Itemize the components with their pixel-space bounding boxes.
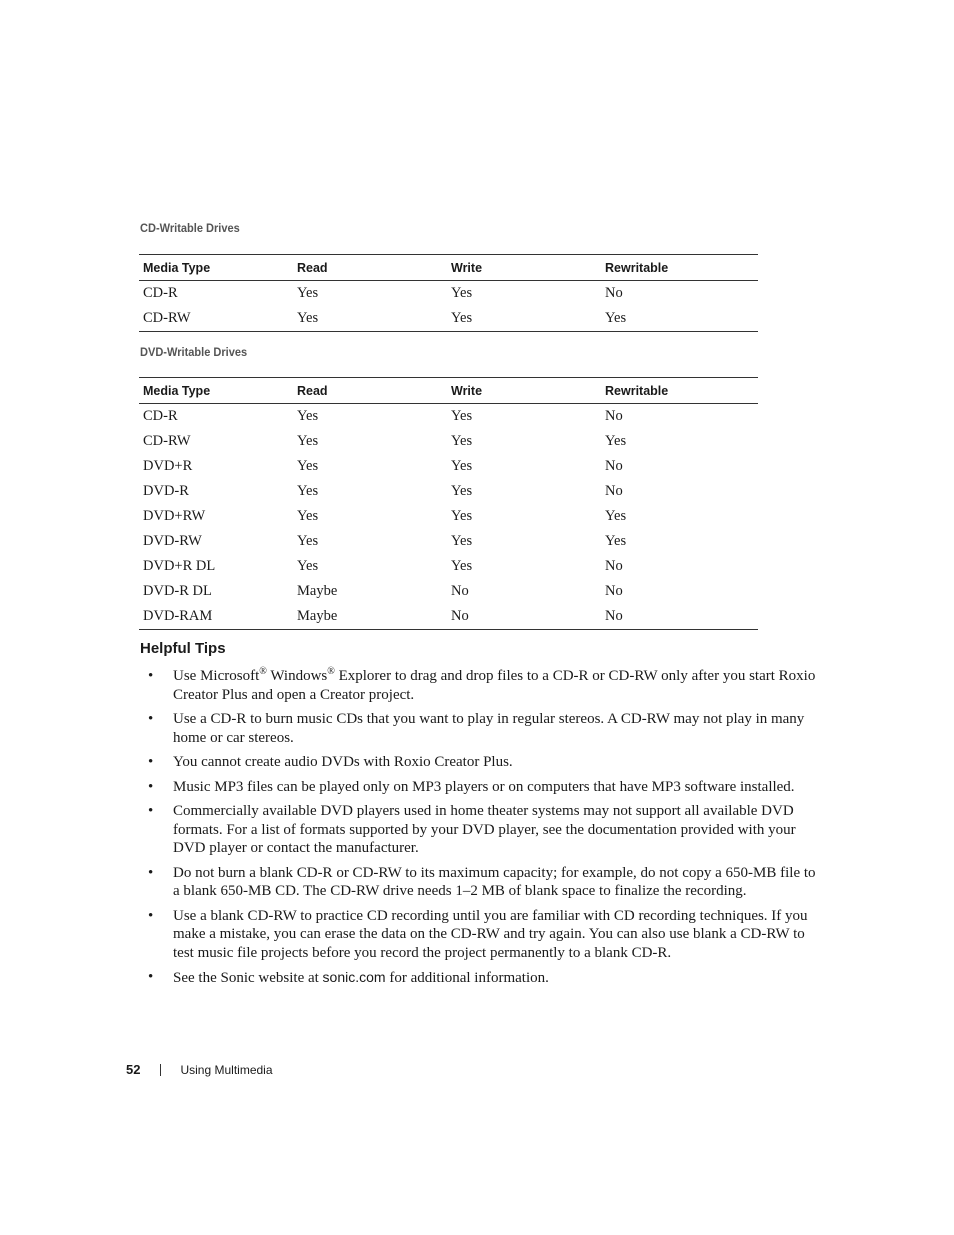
table-cell: Yes: [451, 433, 473, 449]
table-cell: Yes: [451, 558, 473, 574]
registered-mark: ®: [259, 666, 267, 677]
list-item: [140, 710, 820, 747]
bullet-icon: •: [148, 711, 154, 727]
table-cell: DVD-RW: [143, 533, 202, 549]
table-row: [139, 479, 758, 504]
column-header: Read: [293, 255, 447, 281]
list-item: [140, 968, 820, 988]
column-header: Rewritable: [601, 378, 758, 404]
table-cell: Yes: [451, 408, 473, 424]
table-row: [139, 529, 758, 554]
tip-text: Do not burn a blank CD-R or CD-RW to its maximum capacity; for example, do not copy a 650-MB file to a blank 650-MB CD. The CD-RW drive needs 1–2 MB of blank space to finalize the recording.: [173, 864, 816, 899]
table-cell: No: [605, 558, 623, 574]
table-cell: No: [605, 458, 623, 474]
table-cell: Yes: [297, 558, 319, 574]
table-row: [139, 579, 758, 604]
table-cell: Yes: [605, 433, 627, 449]
table-row: [139, 404, 758, 430]
bullet-icon: •: [148, 907, 154, 924]
table-cell: Yes: [451, 285, 473, 301]
table-cell: DVD-R DL: [143, 583, 212, 599]
registered-mark: ®: [327, 666, 335, 677]
tip-text: Use a blank CD-RW to practice CD recording until you are familiar with CD recording techniques. If you make a mistake, you can erase the data on the CD-RW and try again. You can also use blank a CD-RW to test music file projects before you record the project permanently to a blank CD-R.: [173, 907, 808, 961]
table-cell: Yes: [293, 306, 447, 332]
table-cell: Yes: [297, 483, 319, 499]
table-cell: Maybe: [293, 604, 447, 630]
list-item: [140, 802, 820, 858]
table-cell: Yes: [297, 508, 319, 524]
tip-text: Music MP3 files can be played only on MP3 players or on computers that have MP3 software installed.: [173, 778, 795, 795]
tip-text: Explorer to drag and drop files to a CD-R or CD-RW only after you start Roxio Creator Plus and open a Creator project.: [173, 668, 816, 703]
table-cell: Yes: [297, 408, 319, 424]
table-header-row: [139, 378, 758, 404]
table-cell: Yes: [297, 285, 319, 301]
table-cell: No: [447, 604, 601, 630]
table-row: [139, 429, 758, 454]
table-cell: No: [605, 408, 623, 424]
bullet-icon: •: [148, 668, 154, 684]
table-cell: DVD-R: [143, 483, 189, 499]
table-cell: DVD-RAM: [139, 604, 293, 630]
column-header: Write: [447, 378, 601, 404]
table-cell: Yes: [601, 306, 758, 332]
list-item: [140, 753, 820, 772]
table-cell: Yes: [451, 508, 473, 524]
tip-text: See the Sonic website at: [173, 970, 323, 986]
table-cell: DVD+R: [143, 458, 193, 474]
table-cell: Yes: [297, 533, 319, 549]
table-cell: Maybe: [297, 583, 338, 599]
list-item: [140, 907, 820, 963]
section-heading: Helpful Tips: [140, 640, 226, 657]
table-row: [139, 306, 758, 332]
dvd-writable-table: [139, 377, 758, 630]
table-row: [139, 504, 758, 529]
page-number: 52: [126, 1062, 141, 1077]
bullet-icon: •: [148, 864, 154, 881]
table-cell: DVD+R DL: [143, 558, 216, 574]
table-row: [139, 554, 758, 579]
column-header: Read: [293, 378, 447, 404]
page-footer: [126, 1062, 273, 1077]
table-header-row: [139, 255, 758, 281]
cd-writable-table: [139, 254, 758, 332]
tip-text: for additional information.: [385, 970, 549, 986]
table-cell: DVD+RW: [143, 508, 206, 524]
list-item: [140, 667, 820, 704]
table-cell: Yes: [297, 458, 319, 474]
table-cell: Yes: [447, 306, 601, 332]
table-cell: CD-RW: [143, 433, 191, 449]
table-cell: Yes: [451, 533, 473, 549]
table-cell: No: [601, 604, 758, 630]
footer-divider: [160, 1064, 161, 1076]
column-header: Write: [447, 255, 601, 281]
bullet-icon: •: [148, 754, 154, 770]
footer-section-title: Using Multimedia: [180, 1062, 273, 1077]
column-header: Media Type: [139, 378, 293, 404]
tip-text: Use Microsoft: [173, 668, 260, 684]
table-row: [139, 604, 758, 630]
table-cell: CD-RW: [139, 306, 293, 332]
cd-table-caption: CD-Writable Drives: [140, 221, 240, 235]
table-cell: No: [605, 483, 623, 499]
table-cell: CD-R: [143, 408, 178, 424]
sonic-link[interactable]: sonic.com: [322, 969, 386, 985]
bullet-icon: •: [148, 969, 154, 985]
table-cell: Yes: [451, 458, 473, 474]
column-header: Rewritable: [601, 255, 758, 281]
tips-list: [140, 667, 820, 994]
column-header: Media Type: [139, 255, 293, 281]
bullet-icon: •: [148, 803, 154, 819]
tip-text: You cannot create audio DVDs with Roxio Creator Plus.: [173, 754, 513, 770]
dvd-table-caption: DVD-Writable Drives: [140, 345, 248, 359]
tip-text: Use a CD-R to burn music CDs that you want to play in regular stereos. A CD-RW may not play in many home or car stereos.: [173, 711, 805, 746]
tip-text: Commercially available DVD players used in home theater systems may not support all available DVD formats. For a list of formats supported by your DVD player, see the documentation provided with your DVD player or contact the manufacturer.: [173, 803, 796, 856]
table-row: [139, 454, 758, 479]
table-row: [139, 281, 758, 307]
table-cell: Yes: [605, 508, 627, 524]
table-cell: No: [451, 583, 469, 599]
table-cell: No: [605, 285, 623, 301]
table-cell: Yes: [605, 533, 627, 549]
tip-text: Windows: [266, 668, 328, 684]
table-cell: CD-R: [143, 285, 178, 301]
bullet-icon: •: [148, 778, 154, 795]
list-item: [140, 864, 820, 901]
list-item: [140, 778, 820, 797]
table-cell: Yes: [451, 483, 473, 499]
table-cell: No: [605, 583, 623, 599]
table-cell: Yes: [297, 433, 319, 449]
